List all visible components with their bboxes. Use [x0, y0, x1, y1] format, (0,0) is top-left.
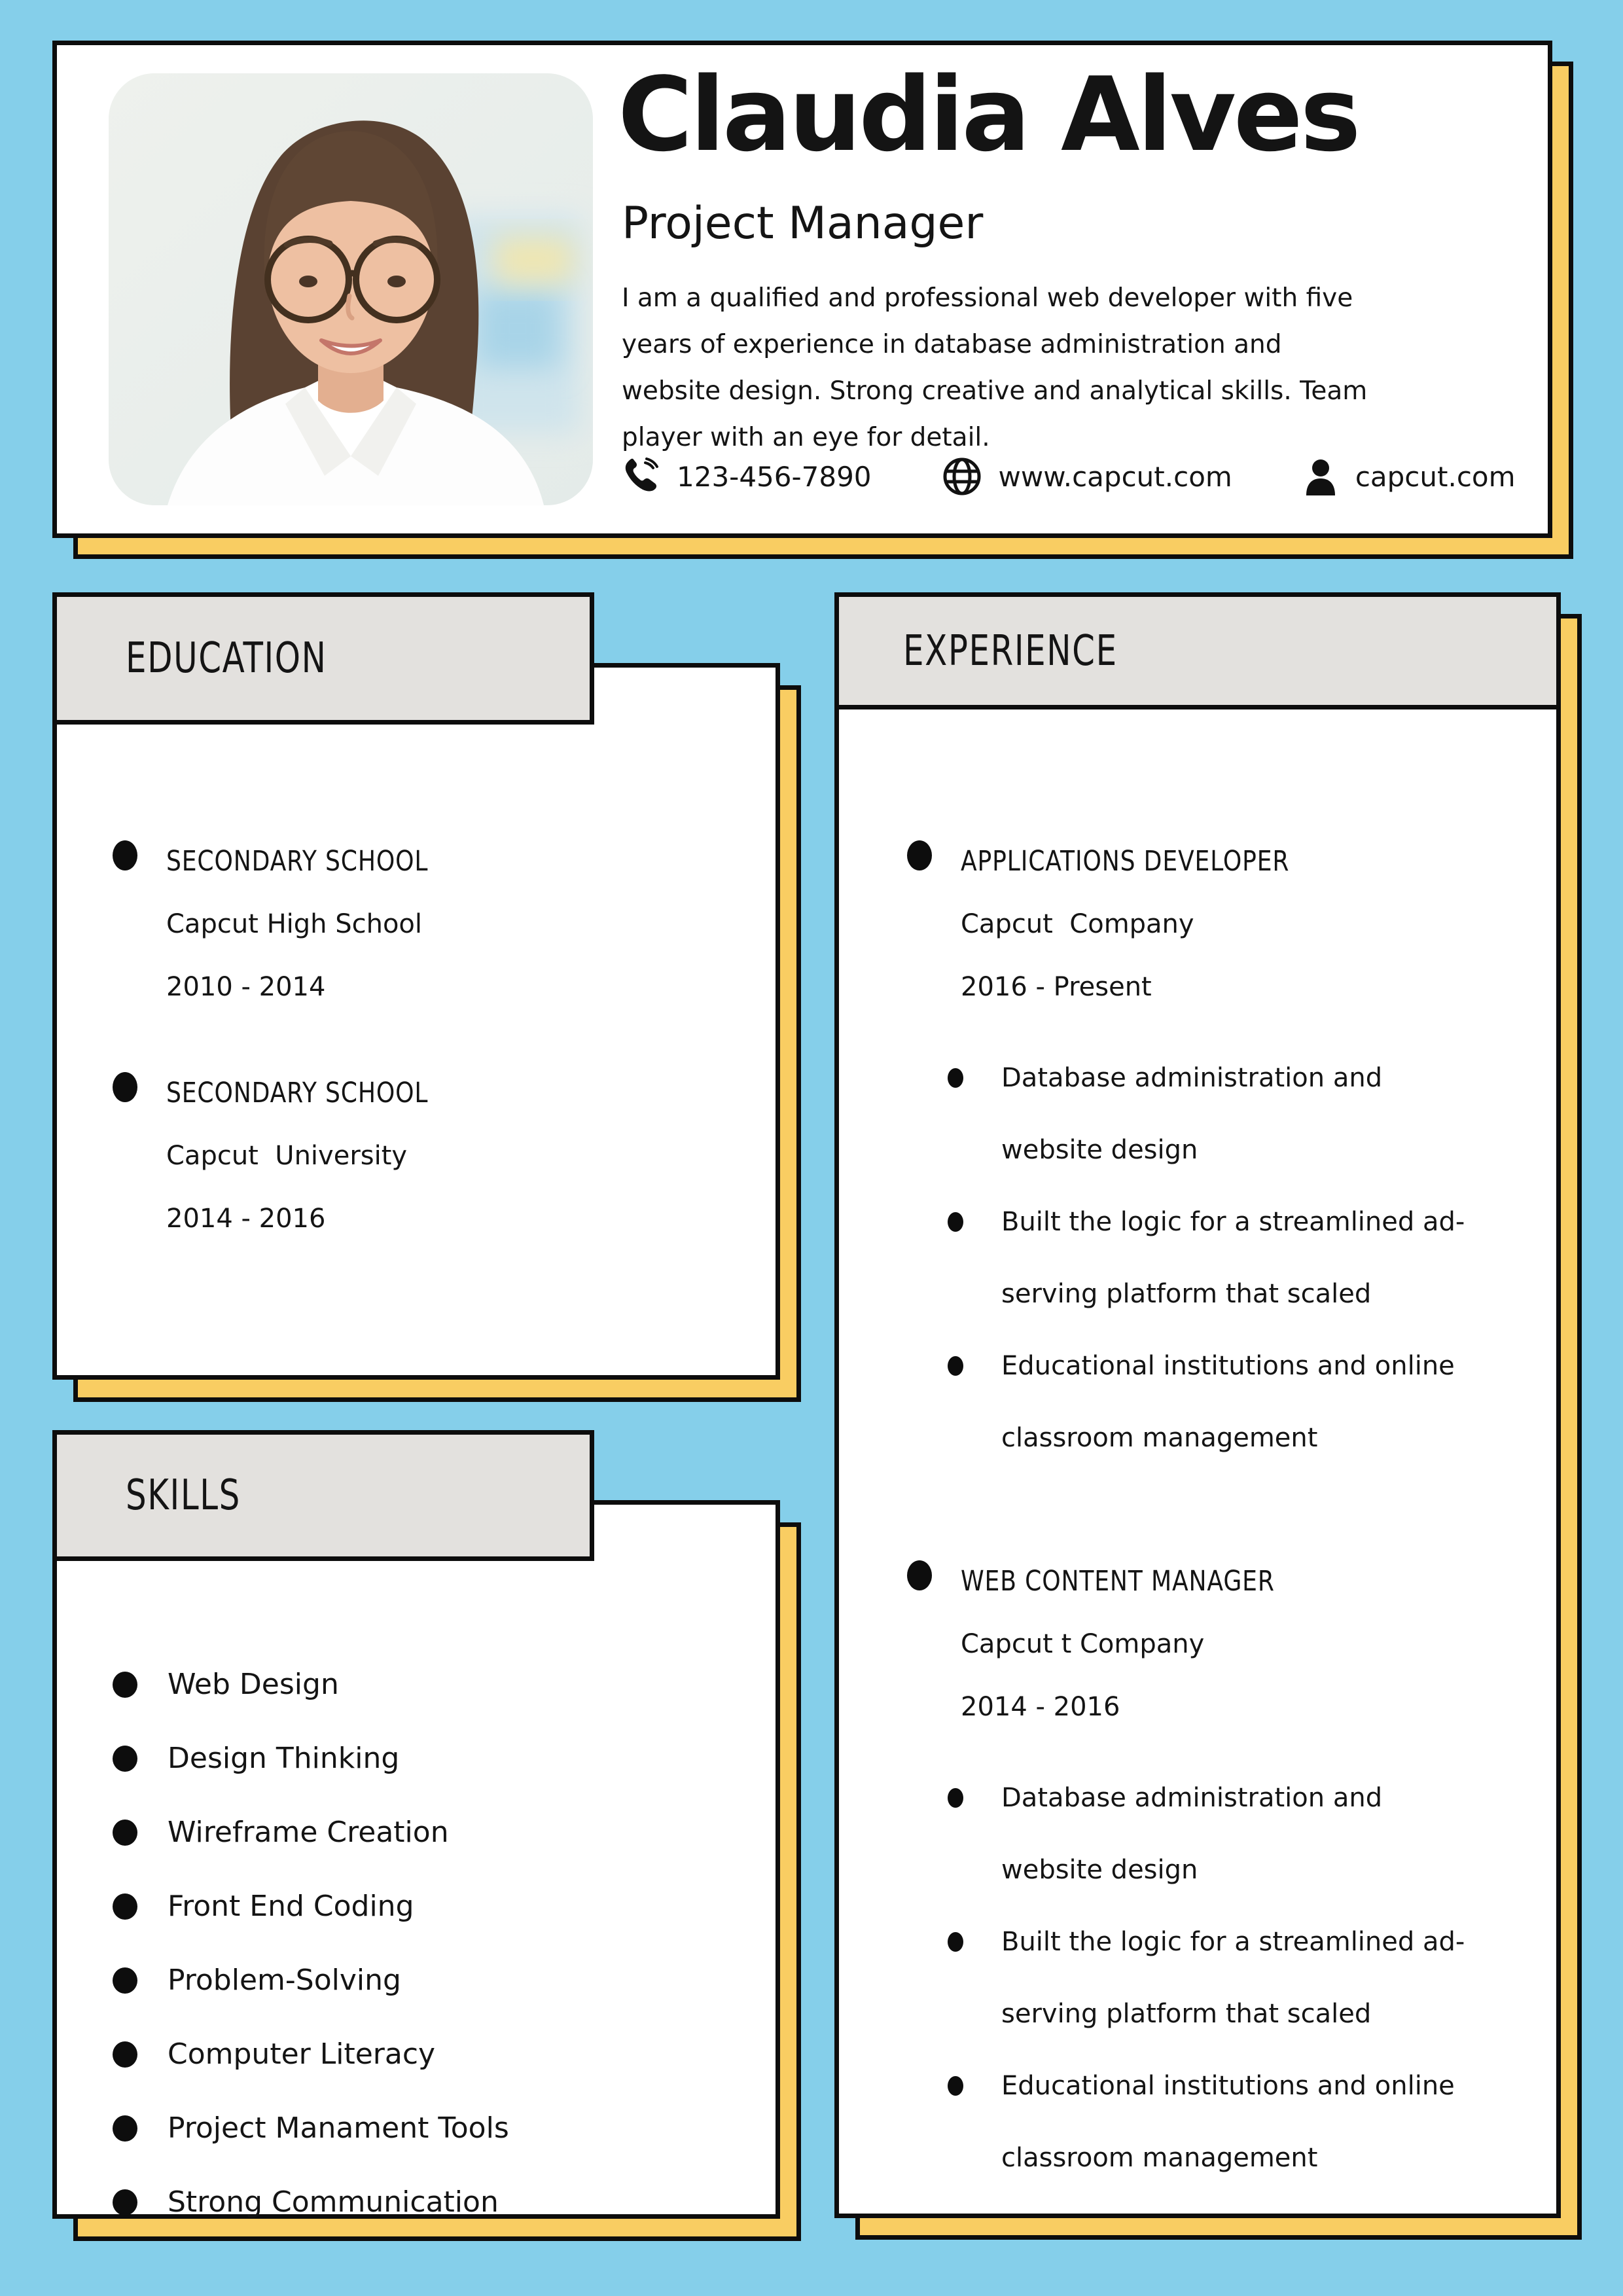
skill-item [113, 2037, 509, 2071]
degree-title: SECONDARY SCHOOL [166, 845, 429, 878]
school-name: Capcut University [166, 1141, 408, 1171]
experience-years: 2014 - 2016 [961, 1692, 1120, 1722]
website-value: www.capcut.com [998, 460, 1232, 493]
bullet-line: Educational institutions and online [1001, 2071, 1455, 2101]
bullet-line: Database administration and [1001, 1063, 1383, 1093]
education-item [113, 1062, 478, 1250]
bullet-line: Built the logic for a streamlined ad- [1001, 1207, 1465, 1237]
bullet-dot-icon [113, 2041, 137, 2068]
globe-icon [942, 457, 982, 496]
skill-item [113, 1964, 509, 1997]
bullet-dot-icon [113, 840, 137, 870]
experience-bullet-list [948, 1042, 1465, 1474]
skill-item [113, 2111, 509, 2145]
bullet-dot-icon [113, 2115, 137, 2142]
degree-title: SECONDARY SCHOOL [166, 1077, 429, 1109]
skills-list [113, 1668, 509, 2219]
skill-label: Wireframe Creation [168, 1816, 449, 1849]
phone-icon [622, 457, 660, 495]
company-name: Capcut t Company [961, 1629, 1205, 1659]
bullet-dot-icon [948, 1356, 963, 1376]
skill-item [113, 1816, 509, 1849]
phone-contact [622, 457, 872, 495]
skill-item [113, 1668, 509, 1701]
bullet-dot-icon [113, 1967, 137, 1994]
bullet-dot-icon [948, 1932, 963, 1952]
experience-bullet [948, 1042, 1465, 1186]
school-name: Capcut High School [166, 909, 423, 939]
skill-item [113, 1742, 509, 1775]
summary-line: years of experience in database administration and [622, 330, 1282, 359]
experience-bullet [948, 1906, 1465, 2050]
bullet-line: Database administration and [1001, 1783, 1383, 1813]
skill-label: Design Thinking [168, 1742, 400, 1775]
experience-bullet [948, 2050, 1465, 2194]
bullet-dot-icon [113, 1672, 137, 1698]
bullet-line: website design [1001, 1855, 1198, 1885]
bullet-dot-icon [948, 2076, 963, 2096]
education-item [113, 830, 478, 1018]
education-years: 2010 - 2014 [166, 972, 326, 1002]
phone-value: 123-456-7890 [677, 460, 872, 493]
experience-item [907, 1550, 1334, 1738]
experience-title: EXPERIENCE [903, 626, 1118, 675]
skill-label: Computer Literacy [168, 2037, 436, 2071]
bullet-dot-icon [948, 1068, 963, 1088]
skill-label: Problem-Solving [168, 1964, 401, 1997]
bullet-line: classroom management [1001, 1423, 1318, 1453]
skill-item [113, 1890, 509, 1923]
skill-label: Web Design [168, 1668, 339, 1701]
summary-line: player with an eye for detail. [622, 423, 990, 452]
summary-line: I am a qualified and professional web developer with five [622, 283, 1353, 313]
skill-item [113, 2185, 509, 2219]
skill-label: Project Manament Tools [168, 2111, 509, 2145]
bullet-dot-icon [113, 2189, 137, 2215]
bullet-dot-icon [113, 1820, 137, 1846]
experience-years: 2016 - Present [961, 972, 1152, 1002]
skill-label: Strong Communication [168, 2185, 499, 2219]
skill-label: Front End Coding [168, 1890, 414, 1923]
bullet-line: website design [1001, 1135, 1198, 1165]
website-contact [942, 457, 1232, 496]
bullet-line: serving platform that scaled [1001, 1999, 1372, 2029]
position-title: WEB CONTENT MANAGER [961, 1565, 1275, 1598]
bullet-line: Educational institutions and online [1001, 1351, 1455, 1381]
bullet-dot-icon [907, 1560, 932, 1590]
email-value: capcut.com [1355, 460, 1516, 493]
company-name: Capcut Company [961, 909, 1194, 939]
position-title: APPLICATIONS DEVELOPER [961, 845, 1290, 878]
bullet-line: Built the logic for a streamlined ad- [1001, 1927, 1465, 1957]
education-card [52, 663, 780, 1380]
skills-section-header [52, 1430, 594, 1561]
experience-bullet-list [948, 1762, 1465, 2194]
experience-bullet [948, 1330, 1465, 1474]
skills-title: SKILLS [126, 1471, 241, 1520]
experience-bullet [948, 1762, 1465, 1906]
profile-photo [109, 73, 593, 505]
education-title: EDUCATION [126, 634, 327, 683]
person-name: Claudia Alves [618, 55, 1359, 174]
bullet-dot-icon [113, 1072, 137, 1102]
bullet-dot-icon [113, 1893, 137, 1920]
contact-row [622, 457, 1516, 496]
bullet-line: classroom management [1001, 2143, 1318, 2173]
experience-bullet [948, 1186, 1465, 1330]
bullet-dot-icon [948, 1212, 963, 1232]
education-years: 2014 - 2016 [166, 1204, 326, 1234]
profile-summary [622, 275, 1367, 461]
portrait-illustration [109, 73, 593, 505]
education-section-header [52, 592, 594, 725]
experience-item [907, 830, 1352, 1018]
experience-section-header [839, 597, 1556, 709]
bullet-dot-icon [907, 840, 932, 870]
person-icon [1303, 457, 1338, 495]
bullet-dot-icon [948, 1788, 963, 1808]
summary-line: website design. Strong creative and analytical skills. Team [622, 376, 1368, 406]
email-contact [1303, 457, 1516, 495]
job-title: Project Manager [622, 198, 984, 249]
bullet-dot-icon [113, 1746, 137, 1772]
bullet-line: serving platform that scaled [1001, 1279, 1372, 1309]
